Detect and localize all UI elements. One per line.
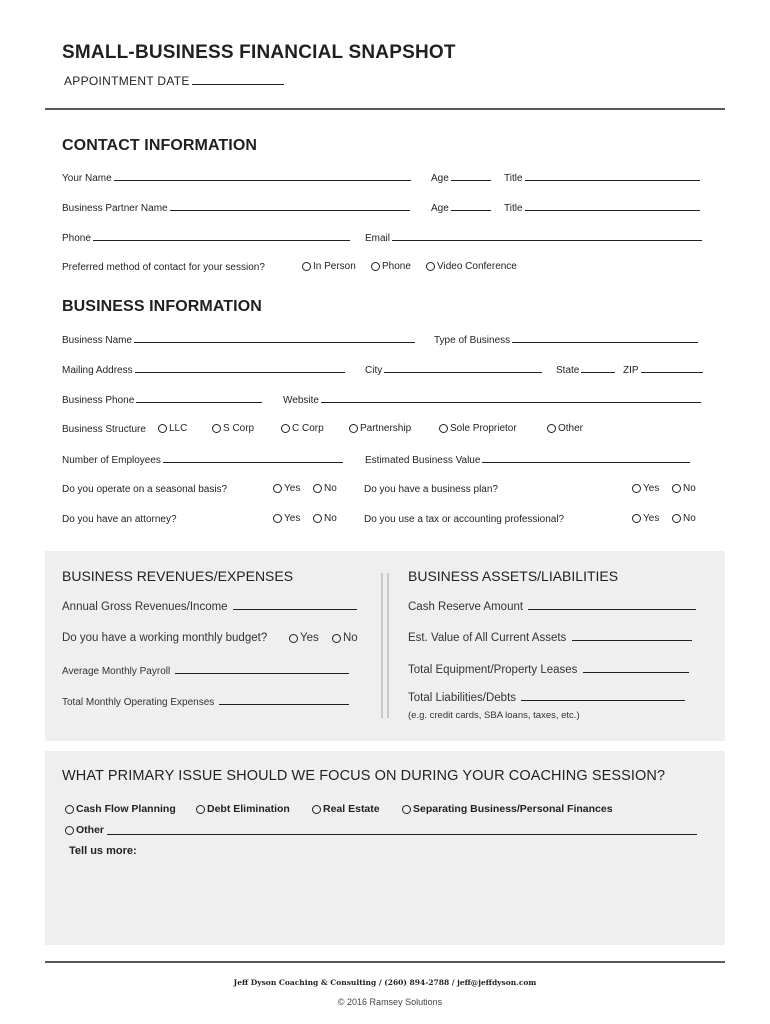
- focus-other-label: Other: [76, 824, 105, 836]
- email-line[interactable]: [392, 232, 702, 241]
- radio-llc-label: LLC: [169, 423, 188, 434]
- panel-divider-2: [387, 573, 389, 718]
- assets-value-field[interactable]: [408, 632, 692, 644]
- partner-age-line[interactable]: [451, 202, 491, 211]
- website-line[interactable]: [321, 394, 701, 403]
- phone-line[interactable]: [93, 232, 350, 241]
- appointment-date-label: APPOINTMENT DATE: [64, 74, 190, 88]
- radio-partnership-label: Partnership: [360, 423, 412, 434]
- radio-s-corp[interactable]: [212, 423, 254, 434]
- radio-circle-icon: [65, 805, 74, 814]
- focus-real-estate-label: Real Estate: [323, 803, 380, 815]
- business-name-line[interactable]: [134, 334, 415, 343]
- phone-label: Phone: [62, 233, 91, 244]
- footer-contact: Jeff Dyson Coaching & Consulting / (260) 894-2788 / jeff@jeffdyson.com: [233, 978, 537, 987]
- employees-field[interactable]: [62, 454, 343, 466]
- radio-c-corp-label: C Corp: [292, 423, 324, 434]
- email-label: Email: [365, 233, 391, 244]
- opex-line[interactable]: [219, 696, 349, 705]
- partner-name-label: Business Partner Name: [62, 203, 168, 214]
- attorney-no-label: No: [324, 513, 337, 524]
- radio-video-conference[interactable]: [426, 261, 517, 272]
- liabilities-field[interactable]: [408, 692, 685, 704]
- radio-circle-icon: [196, 805, 205, 814]
- website-field[interactable]: [283, 394, 701, 406]
- business-name-field[interactable]: [62, 334, 415, 346]
- attorney-yes[interactable]: [273, 513, 300, 524]
- partner-name-field[interactable]: [62, 202, 410, 214]
- radio-circle-icon: [439, 424, 448, 433]
- partner-name-line[interactable]: [170, 202, 410, 211]
- radio-c-corp[interactable]: [281, 423, 324, 434]
- business-type-field[interactable]: [434, 334, 698, 346]
- age-line[interactable]: [451, 172, 491, 181]
- focus-other[interactable]: [65, 824, 697, 836]
- equipment-leases-field[interactable]: [408, 664, 689, 676]
- age-label: Age: [431, 173, 449, 184]
- focus-separating-finances-label: Separating Business/Personal Finances: [413, 803, 613, 815]
- seasonal-no[interactable]: [313, 483, 337, 494]
- zip-line[interactable]: [641, 364, 703, 373]
- city-field[interactable]: [365, 364, 542, 376]
- tell-us-more-area[interactable]: [62, 862, 708, 938]
- tell-us-more-label: Tell us more:: [69, 845, 137, 857]
- radio-circle-icon: [672, 514, 681, 523]
- radio-sole-proprietor[interactable]: [439, 423, 517, 434]
- title-field[interactable]: [504, 172, 700, 184]
- tax-no[interactable]: [672, 513, 696, 524]
- title-label: Title: [504, 173, 523, 184]
- revenues-heading: BUSINESS REVENUES/EXPENSES: [62, 568, 294, 584]
- radio-phone[interactable]: [371, 261, 411, 272]
- budget-no-label: No: [343, 632, 358, 644]
- radio-phone-label: Phone: [382, 261, 411, 272]
- header-divider: [45, 108, 725, 110]
- state-field[interactable]: [556, 364, 615, 376]
- business-value-label: Estimated Business Value: [365, 455, 481, 466]
- mailing-address-label: Mailing Address: [62, 365, 133, 376]
- business-phone-field[interactable]: [62, 394, 262, 406]
- footer-divider: [45, 961, 725, 963]
- focus-debt-elimination[interactable]: [196, 803, 290, 815]
- partner-title-label: Title: [504, 203, 523, 214]
- plan-yes-label: Yes: [643, 483, 660, 494]
- city-line[interactable]: [384, 364, 542, 373]
- city-label: City: [365, 365, 383, 376]
- radio-circle-icon: [313, 514, 322, 523]
- state-label: State: [556, 365, 580, 376]
- radio-circle-icon: [312, 805, 321, 814]
- employees-label: Number of Employees: [62, 455, 161, 466]
- radio-other-structure[interactable]: [547, 423, 583, 434]
- phone-field[interactable]: [62, 232, 350, 244]
- budget-yes-label: Yes: [300, 632, 319, 644]
- attorney-yes-label: Yes: [284, 513, 301, 524]
- focus-cash-flow[interactable]: [65, 803, 176, 815]
- payroll-label: Average Monthly Payroll: [62, 666, 171, 677]
- radio-circle-icon: [371, 262, 380, 271]
- equipment-leases-label: Total Equipment/Property Leases: [408, 664, 578, 676]
- business-type-label: Type of Business: [434, 335, 511, 346]
- age-field[interactable]: [431, 172, 491, 184]
- radio-circle-icon: [547, 424, 556, 433]
- radio-circle-icon: [302, 262, 311, 271]
- seasonal-no-label: No: [324, 483, 337, 494]
- preferred-contact-label: Preferred method of contact for your session?: [62, 262, 265, 273]
- assets-value-line[interactable]: [572, 632, 692, 641]
- radio-circle-icon: [402, 805, 411, 814]
- radio-in-person[interactable]: [302, 261, 356, 272]
- tax-yes[interactable]: [632, 513, 659, 524]
- radio-partnership[interactable]: [349, 423, 411, 434]
- liabilities-label: Total Liabilities/Debts: [408, 692, 517, 704]
- email-field[interactable]: [365, 232, 702, 244]
- title-line[interactable]: [525, 172, 700, 181]
- gross-revenue-line[interactable]: [233, 601, 357, 610]
- radio-circle-icon: [158, 424, 167, 433]
- plan-yes[interactable]: [632, 483, 659, 494]
- attorney-question: Do you have an attorney?: [62, 514, 177, 525]
- budget-no[interactable]: [332, 632, 358, 644]
- focus-heading: WHAT PRIMARY ISSUE SHOULD WE FOCUS ON DURING YOUR COACHING SESSION?: [62, 768, 666, 784]
- gross-revenue-label: Annual Gross Revenues/Income: [62, 601, 228, 613]
- business-value-field[interactable]: [365, 454, 690, 466]
- contact-heading: CONTACT INFORMATION: [62, 137, 258, 154]
- business-structure-label: Business Structure: [62, 424, 146, 435]
- employees-line[interactable]: [163, 454, 343, 463]
- zip-field[interactable]: [623, 364, 703, 376]
- radio-circle-icon: [281, 424, 290, 433]
- panel-divider: [381, 573, 383, 718]
- tax-question: Do you use a tax or accounting professional?: [364, 514, 565, 525]
- business-phone-label: Business Phone: [62, 395, 135, 406]
- partner-title-line[interactable]: [525, 202, 700, 211]
- radio-circle-icon: [212, 424, 221, 433]
- focus-cash-flow-label: Cash Flow Planning: [76, 803, 176, 815]
- radio-other-structure-label: Other: [558, 423, 584, 434]
- radio-circle-icon: [632, 514, 641, 523]
- radio-circle-icon: [289, 634, 298, 643]
- attorney-no[interactable]: [313, 513, 337, 524]
- assets-heading: BUSINESS ASSETS/LIABILITIES: [408, 568, 619, 584]
- footer-copyright: © 2016 Ramsey Solutions: [337, 997, 443, 1007]
- business-name-label: Business Name: [62, 335, 133, 346]
- radio-sole-proprietor-label: Sole Proprietor: [450, 423, 517, 434]
- appointment-date-field[interactable]: [64, 74, 284, 88]
- opex-field[interactable]: [62, 696, 349, 708]
- partner-age-label: Age: [431, 203, 449, 214]
- partner-age-field[interactable]: [431, 202, 491, 214]
- seasonal-yes[interactable]: [273, 483, 300, 494]
- gross-revenue-field[interactable]: [62, 601, 357, 613]
- equipment-leases-line[interactable]: [583, 664, 689, 673]
- radio-circle-icon: [273, 484, 282, 493]
- business-phone-line[interactable]: [136, 394, 262, 403]
- business-heading: BUSINESS INFORMATION: [62, 298, 262, 315]
- liabilities-note: (e.g. credit cards, SBA loans, taxes, etc.): [408, 710, 580, 721]
- radio-circle-icon: [273, 514, 282, 523]
- cash-reserve-line[interactable]: [528, 601, 696, 610]
- tax-no-label: No: [683, 513, 696, 524]
- page-title: SMALL-BUSINESS FINANCIAL SNAPSHOT: [62, 42, 456, 63]
- budget-question: Do you have a working monthly budget?: [62, 632, 268, 644]
- business-type-line[interactable]: [512, 334, 698, 343]
- website-label: Website: [283, 395, 319, 406]
- radio-s-corp-label: S Corp: [223, 423, 255, 434]
- plan-no-label: No: [683, 483, 696, 494]
- budget-yes[interactable]: [289, 632, 319, 644]
- cash-reserve-label: Cash Reserve Amount: [408, 601, 524, 613]
- radio-circle-icon: [632, 484, 641, 493]
- zip-label: ZIP: [623, 365, 639, 376]
- opex-label: Total Monthly Operating Expenses: [62, 697, 215, 708]
- tax-yes-label: Yes: [643, 513, 660, 524]
- your-name-label: Your Name: [62, 173, 112, 184]
- seasonal-yes-label: Yes: [284, 483, 301, 494]
- radio-video-conference-label: Video Conference: [437, 261, 517, 272]
- payroll-line[interactable]: [175, 665, 349, 674]
- assets-value-label: Est. Value of All Current Assets: [408, 632, 567, 644]
- focus-debt-elimination-label: Debt Elimination: [207, 803, 290, 815]
- state-line[interactable]: [581, 364, 615, 373]
- radio-circle-icon: [426, 262, 435, 271]
- focus-other-line[interactable]: [107, 826, 697, 835]
- liabilities-line[interactable]: [521, 692, 685, 701]
- radio-circle-icon: [332, 634, 341, 643]
- mailing-address-line[interactable]: [135, 364, 345, 373]
- radio-circle-icon: [672, 484, 681, 493]
- radio-circle-icon: [313, 484, 322, 493]
- appointment-date-line[interactable]: [192, 74, 284, 85]
- plan-question: Do you have a business plan?: [364, 484, 498, 495]
- radio-circle-icon: [65, 826, 74, 835]
- cash-reserve-field[interactable]: [408, 601, 696, 613]
- payroll-field[interactable]: [62, 665, 349, 677]
- radio-circle-icon: [349, 424, 358, 433]
- radio-in-person-label: In Person: [313, 261, 356, 272]
- your-name-field[interactable]: [62, 172, 411, 184]
- radio-llc[interactable]: [158, 423, 187, 434]
- focus-real-estate[interactable]: [312, 803, 380, 815]
- your-name-line[interactable]: [114, 172, 411, 181]
- seasonal-question: Do you operate on a seasonal basis?: [62, 484, 228, 495]
- business-value-line[interactable]: [482, 454, 690, 463]
- partner-title-field[interactable]: [504, 202, 700, 214]
- focus-separating-finances[interactable]: [402, 803, 613, 815]
- plan-no[interactable]: [672, 483, 696, 494]
- mailing-address-field[interactable]: [62, 364, 345, 376]
